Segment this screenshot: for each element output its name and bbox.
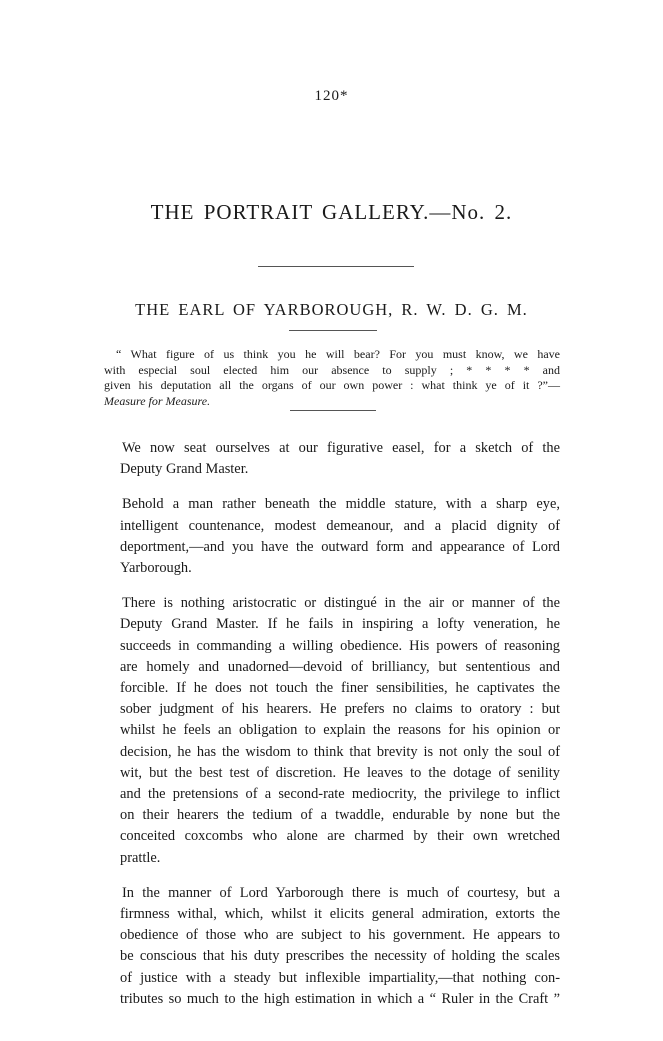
text-line: decision, he has the wisdom to think that brevity is not only the soul of [120,743,560,760]
text-line: whilst he feels an obligation to explain the reasons for his opinion or [120,722,560,739]
text-line: are homely and unadorned—devoid of brilliancy, but sententious and [120,658,560,675]
divider-rule [290,410,376,411]
paragraph [104,593,560,869]
text-line: tributes so much to the high estimation in which a “ Ruler in the Craft ” [120,990,560,1007]
paragraph [104,883,560,1010]
text-line: sober judgment of his hearers. He prefers no claims to oratory : but [120,701,560,718]
text-line: of justice with a steady but inflexible impartiality,—that nothing con- [120,969,560,986]
text-line: obedience of those who are subject to his government. He appears to [120,927,560,944]
text-line: Deputy Grand Master. If he fails in inspiring a lofty veneration, he [120,616,560,633]
text-line: be conscious that his duty prescribes the necessity of holding the scales [120,948,560,965]
body-text [104,438,560,1024]
epigraph-source: Measure for Measure. [104,393,211,408]
epigraph-line: with especial soul elected him our absence to supply ; * * * * and [104,362,560,377]
text-line: There is nothing aristocratic or distingué in the air or manner of the [122,595,560,612]
text-line: intelligent countenance, modest demeanour, and a placid dignity of [120,517,560,534]
text-line: and the pretensions of a second-rate mediocrity, the privilege to inflict [120,786,560,803]
chapter-title: THE PORTRAIT GALLERY.—No. 2. [150,200,513,224]
text-line: Deputy Grand Master. [120,461,249,478]
divider-rule [258,266,414,267]
text-line: prattle. [120,849,161,866]
epigraph-line: given his deputation all the organs of our own power : what think ye of it ?”— [104,378,560,392]
paragraph [104,438,560,480]
text-line: We now seat ourselves at our figurative easel, for a sketch of the [122,440,560,456]
text-line: deportment,—and you have the outward form and appearance of Lord [120,538,560,555]
text-line: conceited coxcombs who alone are charmed by their own wretched [120,828,560,845]
text-line: Behold a man rather beneath the middle stature, with a sharp eye, [122,496,560,513]
text-line: forcible. If he does not touch the finer sensibilities, he captivates the [120,680,560,697]
text-line: In the manner of Lord Yarborough there is much of courtesy, but a [122,884,560,901]
text-line: firmness withal, which, whilst it elicits general admiration, extorts the [120,906,560,923]
epigraph [104,347,560,409]
text-line: Yarborough. [120,560,192,577]
page-number: 120* [314,88,349,104]
text-line: wit, but the best test of discretion. He leaves to the dotage of senility [120,764,560,781]
text-line: succeeds in commanding a willing obedience. His powers of reasoning [120,637,560,654]
paragraph [104,494,560,579]
section-subtitle: THE EARL OF YARBOROUGH, R. W. D. G. M. [135,300,528,319]
divider-rule [289,330,377,331]
epigraph-line: “ What figure of us think you he will bear? For you must know, we have [116,347,560,361]
text-line: on their hearers the tedium of a twaddle, endurable by none but the [120,807,560,824]
